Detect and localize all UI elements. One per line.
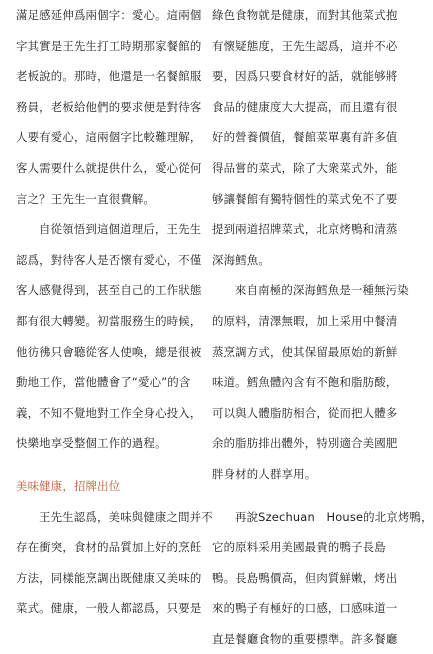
- text-line: 它的原料采用美國最貴的鴨子長島: [212, 532, 384, 563]
- text-line: 義，不知不覺地對工作全身心投入，: [16, 398, 188, 429]
- text-line: 直是餐廳食物的重要標準。許多餐廳: [212, 624, 384, 654]
- text-line: 來自南極的深海鱈魚是一種無污染: [212, 275, 384, 306]
- paragraph-1: [16, 0, 188, 214]
- text-line: 人要有愛心，這兩個字比較難理解，: [16, 122, 188, 153]
- text-line: 的原料，清澤無暇，加上采用中餐清: [212, 306, 384, 337]
- text-line: 字其實是王先生打工時期那家餐館的: [16, 31, 188, 62]
- text-line: 深海鱈魚。: [212, 245, 384, 276]
- text-line: 食品的健康度大大提高，而且還有很: [212, 92, 384, 123]
- text-line: 胖身材的人群享用。: [212, 459, 384, 490]
- section-heading: 美味健康，招牌出位: [16, 471, 188, 502]
- text-line: 他彷彿只會聽從客人使喚，總是很被: [16, 337, 188, 368]
- text-line: 可以與人體脂肪相合，從而把人體多: [212, 398, 384, 429]
- text-line: 再說Szechuan House的北京烤鴨，: [212, 502, 384, 533]
- text-line: 認爲，對待客人是否懷有愛心，不僅: [16, 245, 188, 276]
- right-column: [212, 0, 384, 654]
- paragraph-continued: [212, 0, 384, 275]
- text-line: 快樂地享受整個工作的過程。: [16, 428, 188, 459]
- text-line: 存在衝突，食材的品質加上好的烹飪: [16, 532, 188, 563]
- text-line: 够讓餐館有獨特個性的菜式免不了要: [212, 184, 384, 215]
- text-line: 提到兩道招牌菜式，北京烤鴨和清蒸: [212, 214, 384, 245]
- text-line: 來的鴨子有極好的口感，口感味道一: [212, 593, 384, 624]
- paragraph-duck: [212, 502, 384, 654]
- left-column: [16, 0, 188, 624]
- text-line: 得品嘗的菜式，除了大衆菜式外，能: [212, 153, 384, 184]
- text-line: 味道。鱈魚體內含有不飽和脂肪酸，: [212, 367, 384, 398]
- paragraph-cod: [212, 275, 384, 489]
- text-line: 好的營養價值，餐館菜單裏有許多值: [212, 122, 384, 153]
- text-line: 言之？王先生一直很費解。: [16, 184, 188, 215]
- text-line: 鴨。長島鴨價高，但肉質鮮嫩，烤出: [212, 563, 384, 594]
- text-line: 客人需要什么就提供什么，愛心從何: [16, 153, 188, 184]
- paragraph-3: [16, 502, 188, 624]
- text-line: 自從領悟到這個道理后，王先生: [16, 214, 188, 245]
- text-line: 要，因爲只要食材好的話，就能够將: [212, 61, 384, 92]
- text-line: 蒸烹調方式，使其保留最原始的新鮮: [212, 337, 384, 368]
- text-line: 王先生認爲，美味與健康之間并不: [16, 502, 188, 533]
- text-line: 綠色食物就是健康，而對其他菜式抱: [212, 0, 384, 31]
- text-line: 務員，老板給他們的要求便是對待客: [16, 92, 188, 123]
- text-line: 老板說的。那時，他還是一名餐館服: [16, 61, 188, 92]
- paragraph-2: [16, 214, 188, 459]
- text-line: 都有很大轉變。初當服務生的時候，: [16, 306, 188, 337]
- text-line: 方法，同樣能烹調出既健康又美味的: [16, 563, 188, 594]
- text-line: 有懷疑態度，王先生認爲，這并不必: [212, 31, 384, 62]
- text-line: 滿足感延伸爲兩個字：愛心。這兩個: [16, 0, 188, 31]
- text-line: 余的脂肪排出體外，特別適合美國肥: [212, 428, 384, 459]
- section-spacer: [212, 490, 384, 502]
- section-spacer: [16, 459, 188, 471]
- text-line: 客人感覺得到，甚至自己的工作狀態: [16, 275, 188, 306]
- text-line: 菜式。健康，一般人都認爲，只要是: [16, 593, 188, 624]
- text-line: 動地工作，當他體會了“愛心”的含: [16, 367, 188, 398]
